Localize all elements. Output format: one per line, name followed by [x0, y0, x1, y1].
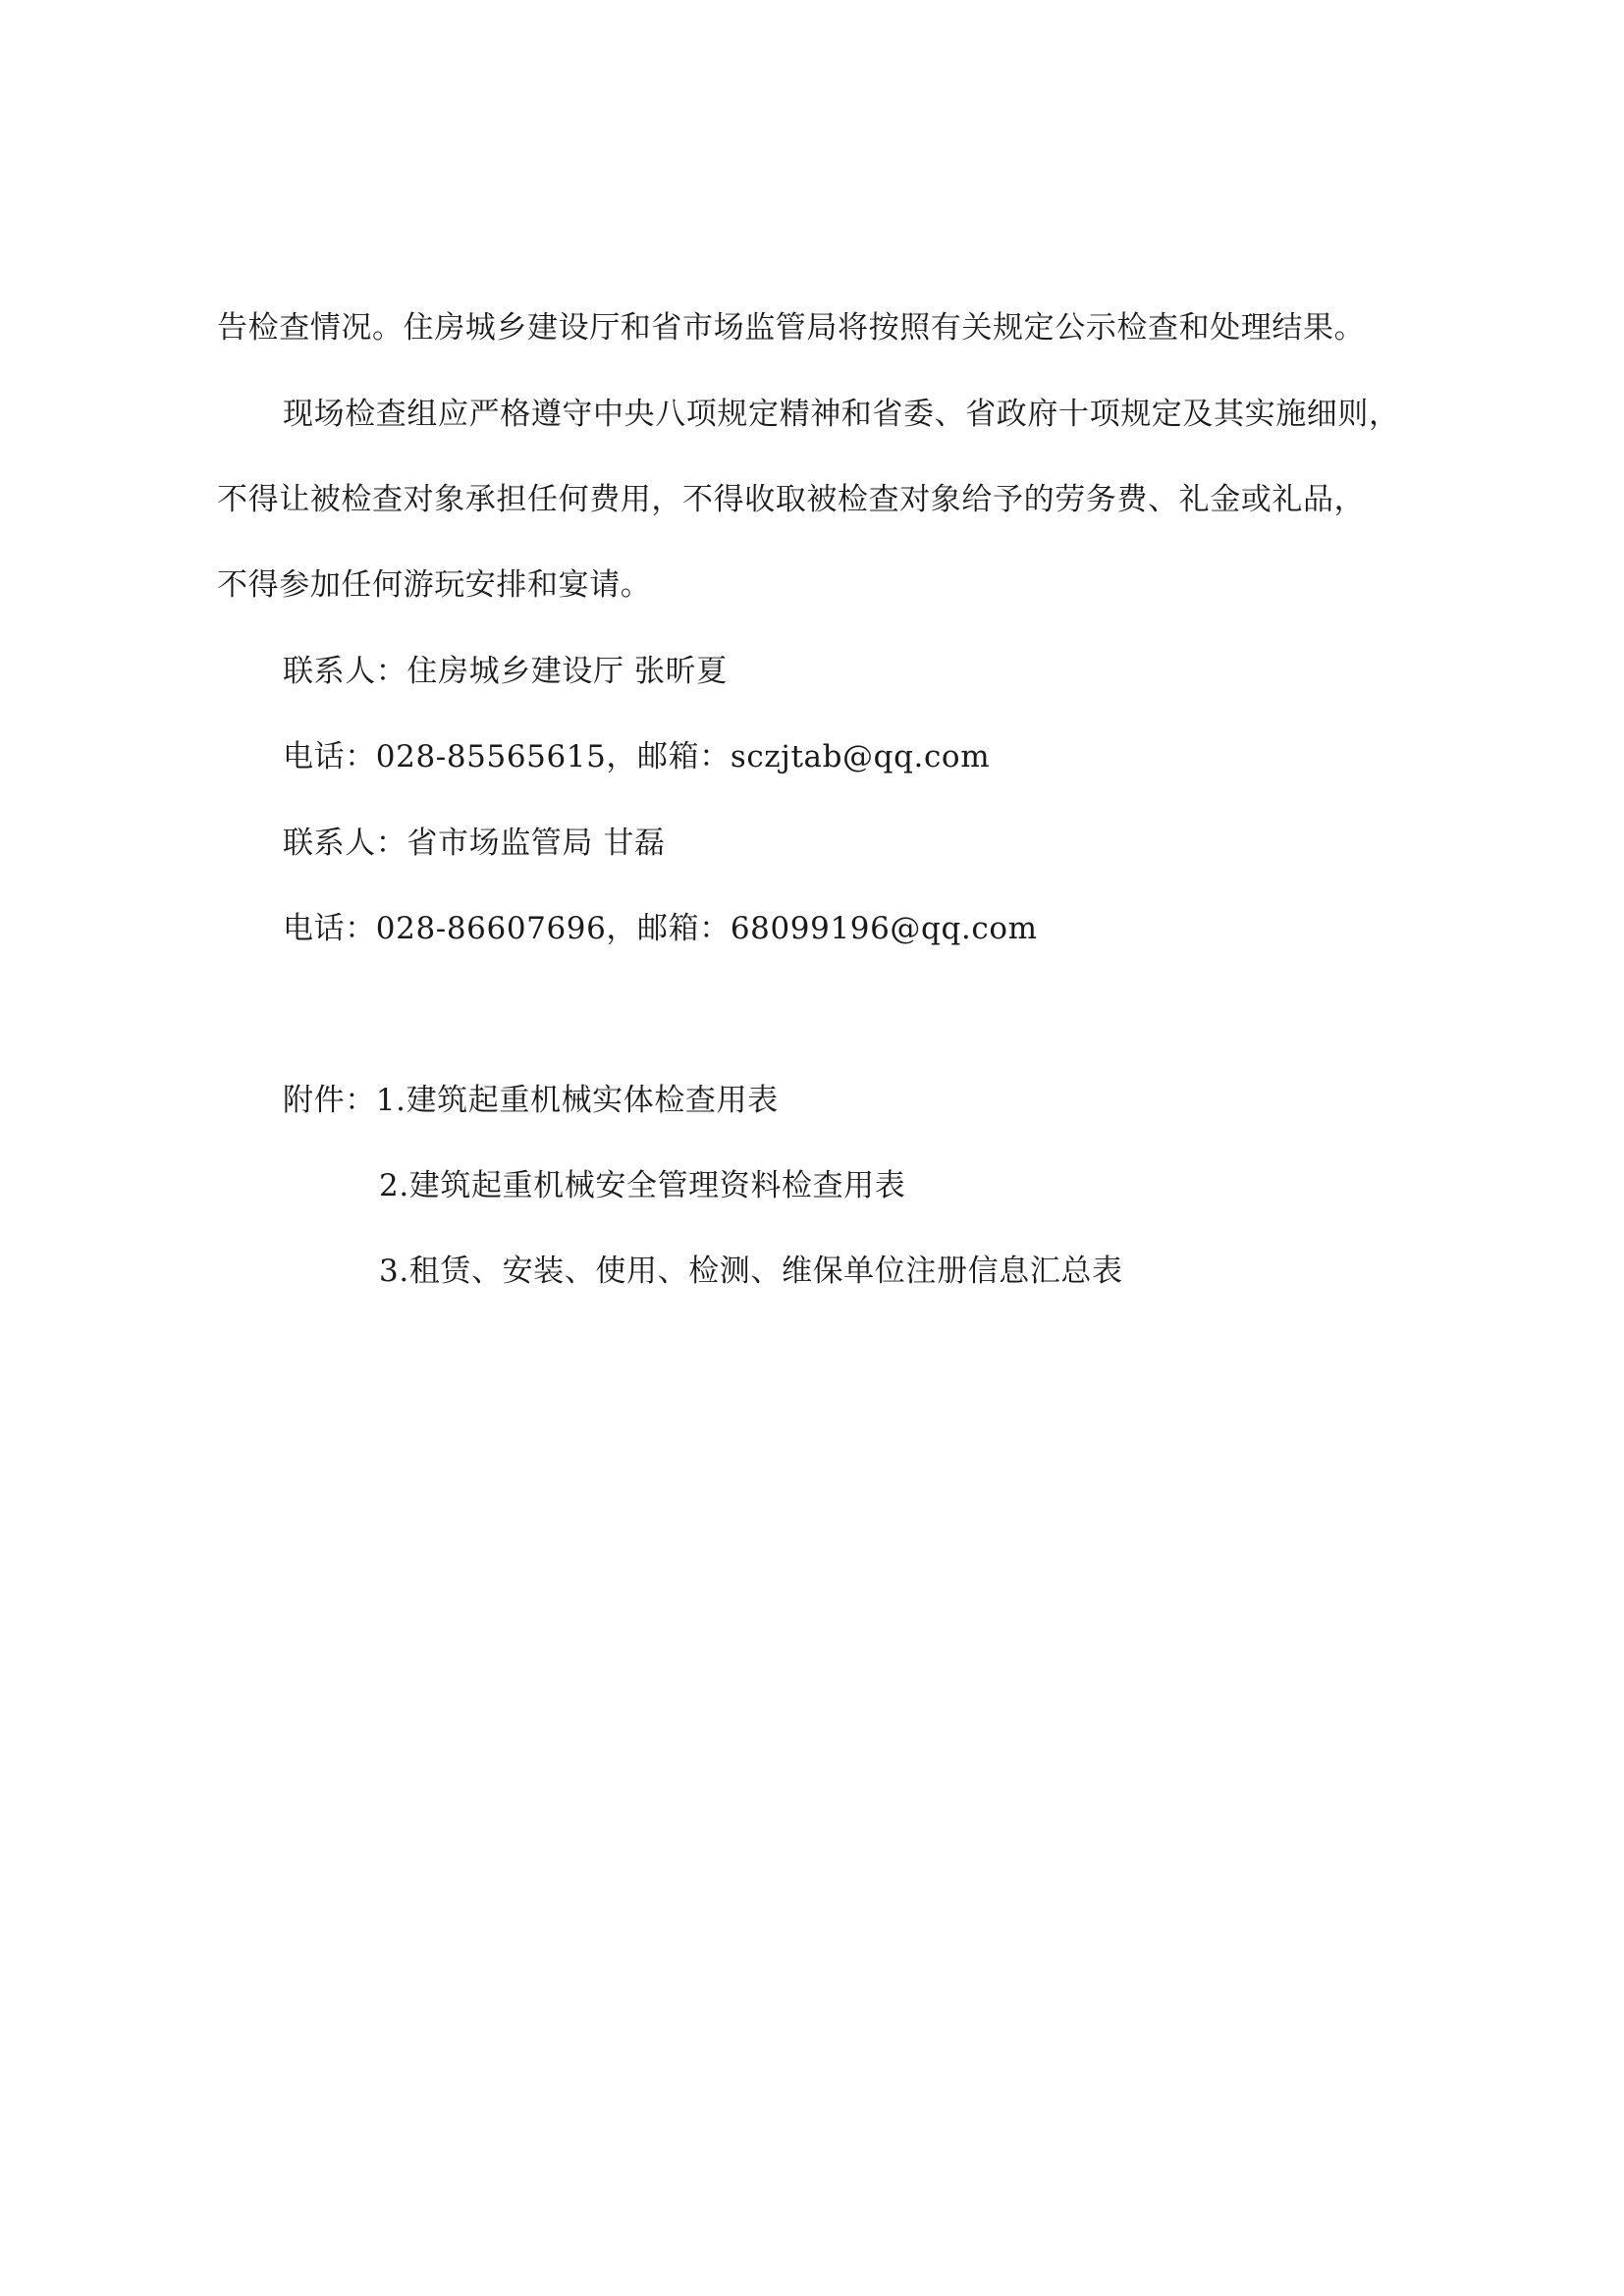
contact-2-name: 联系人：省市场监管局 甘磊 — [283, 826, 666, 861]
attachment-item-3: 3.租赁、安装、使用、检测、维保单位注册信息汇总表 — [379, 1254, 1123, 1289]
contact-1-name: 联系人：住房城乡建设厅 张昕夏 — [283, 654, 728, 689]
paragraph-2-line-3: 不得参加任何游玩安排和宴请。 — [217, 567, 652, 603]
contact-2-info: 电话：028-86607696，邮箱：68099196@qq.com — [283, 911, 1038, 946]
paragraph-2-line-1: 现场检查组应严格遵守中央八项规定精神和省委、省政府十项规定及其实施细则， — [283, 397, 1400, 432]
paragraph-1-line-1: 告检查情况。住房城乡建设厅和省市场监管局将按照有关规定公示检查和处理结果。 — [217, 310, 1366, 346]
contact-1-info: 电话：028-85565615，邮箱：sczjtab@qq.com — [283, 739, 991, 774]
paragraph-2-line-2: 不得让被检查对象承担任何费用，不得收取被检查对象给予的劳务费、礼金或礼品， — [217, 482, 1366, 517]
attachment-item-2: 2.建筑起重机械安全管理资料检查用表 — [379, 1168, 906, 1203]
attachment-item-1: 附件：1.建筑起重机械实体检查用表 — [283, 1083, 779, 1118]
